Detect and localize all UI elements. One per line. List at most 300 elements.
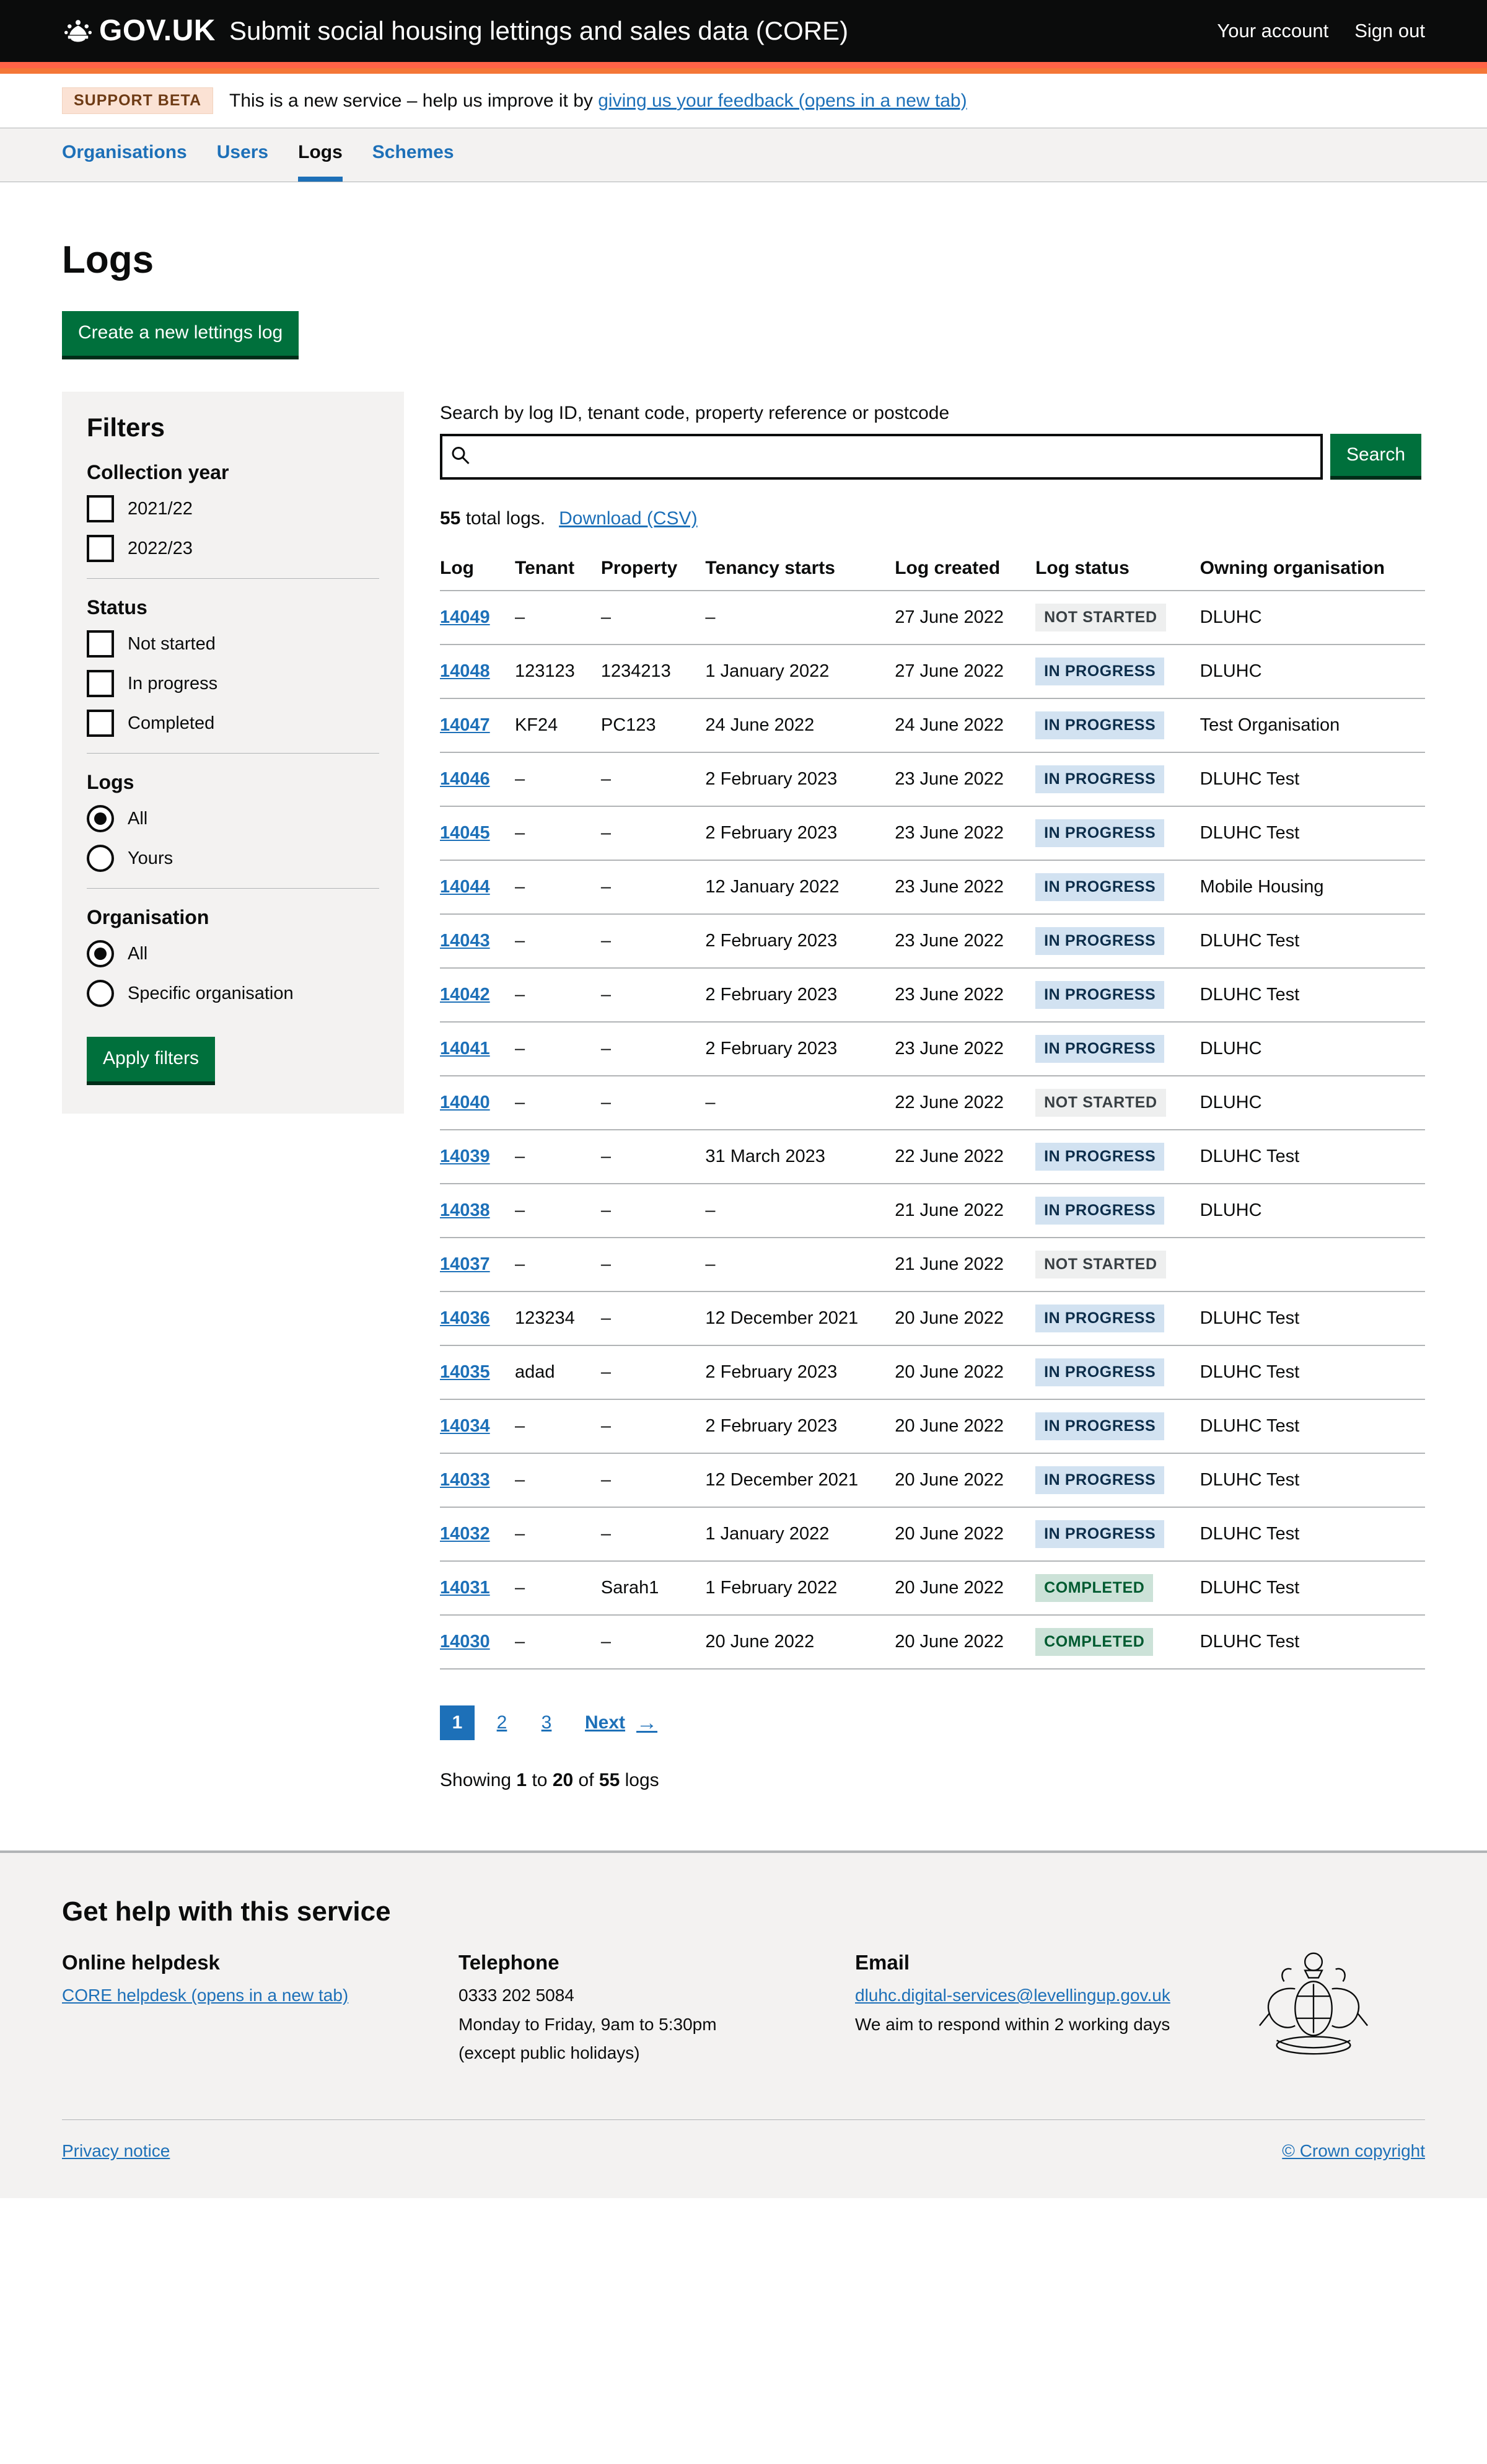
table-row bbox=[440, 1453, 1425, 1507]
footer-heading: Get help with this service bbox=[62, 1896, 391, 1927]
cell-log bbox=[440, 1076, 515, 1130]
filter-group-organisation bbox=[87, 906, 379, 1007]
log-id-link[interactable]: 14032 bbox=[440, 1524, 490, 1544]
log-id-link[interactable]: 14036 bbox=[440, 1308, 490, 1329]
cell-owning-organisation: DLUHC Test bbox=[1200, 1399, 1425, 1453]
cell-tenancy-starts: 1 January 2022 bbox=[705, 1507, 895, 1561]
cell-property: – bbox=[601, 1076, 706, 1130]
cell-log-status bbox=[1035, 698, 1200, 752]
log-id-link[interactable]: 14047 bbox=[440, 715, 490, 736]
showing-to: 20 bbox=[552, 1770, 574, 1791]
cell-log-status bbox=[1035, 1291, 1200, 1345]
filter-group-title-collection-year: Collection year bbox=[87, 461, 229, 484]
showing-of-word: of bbox=[578, 1770, 594, 1791]
cell-owning-organisation: DLUHC Test bbox=[1200, 1615, 1425, 1669]
status-badge: IN PROGRESS bbox=[1035, 711, 1164, 739]
cell-log-status bbox=[1035, 860, 1200, 914]
footer-column-title: Email bbox=[855, 1951, 910, 1974]
cell-tenant: – bbox=[515, 806, 601, 860]
cell-log-created: 23 June 2022 bbox=[895, 914, 1035, 968]
cell-log-status bbox=[1035, 1399, 1200, 1453]
apply-filters-button[interactable]: Apply filters bbox=[87, 1037, 215, 1085]
site-footer bbox=[0, 1850, 1487, 2198]
checkbox-box-icon[interactable] bbox=[87, 670, 114, 697]
email-link[interactable]: dluhc.digital-services@levellingup.gov.uk bbox=[855, 1986, 1170, 2005]
cell-tenancy-starts: 2 February 2023 bbox=[705, 752, 895, 806]
phase-banner-text bbox=[229, 90, 967, 112]
cell-owning-organisation: DLUHC bbox=[1200, 645, 1425, 698]
nav-item-organisations[interactable]: Organisations bbox=[62, 142, 187, 162]
log-id-link[interactable]: 14043 bbox=[440, 931, 490, 951]
log-id-link[interactable]: 14045 bbox=[440, 823, 490, 843]
column-header-log-status: Log status bbox=[1035, 547, 1200, 591]
core-helpdesk-link[interactable]: CORE helpdesk (opens in a new tab) bbox=[62, 1986, 349, 2005]
cell-tenancy-starts: – bbox=[705, 1238, 895, 1291]
cell-owning-organisation: DLUHC Test bbox=[1200, 1453, 1425, 1507]
status-badge: NOT STARTED bbox=[1035, 1251, 1166, 1278]
filter-group-status bbox=[87, 596, 379, 737]
cell-log bbox=[440, 1291, 515, 1345]
table-row bbox=[440, 806, 1425, 860]
cell-tenant: – bbox=[515, 1076, 601, 1130]
cell-log-created: 20 June 2022 bbox=[895, 1399, 1035, 1453]
cell-property: – bbox=[601, 860, 706, 914]
footer-column-telephone bbox=[458, 1951, 855, 2070]
log-id-link[interactable]: 14035 bbox=[440, 1362, 490, 1383]
cell-log-created: 24 June 2022 bbox=[895, 698, 1035, 752]
cell-log-created: 20 June 2022 bbox=[895, 1615, 1035, 1669]
showing-suffix: logs bbox=[625, 1770, 659, 1791]
filter-divider bbox=[87, 753, 379, 754]
cell-log-created: 20 June 2022 bbox=[895, 1507, 1035, 1561]
filter-group-collection-year bbox=[87, 461, 379, 562]
table-row bbox=[440, 1345, 1425, 1399]
cell-tenant: – bbox=[515, 968, 601, 1022]
cell-tenant: adad bbox=[515, 1345, 601, 1399]
radio-logs-yours[interactable] bbox=[87, 845, 379, 872]
table-row bbox=[440, 1076, 1425, 1130]
cell-log-created: 20 June 2022 bbox=[895, 1453, 1035, 1507]
checkbox-label: Completed bbox=[128, 713, 215, 733]
log-id-link[interactable]: 14034 bbox=[440, 1416, 490, 1437]
table-row bbox=[440, 591, 1425, 645]
cell-log bbox=[440, 968, 515, 1022]
cell-tenant: – bbox=[515, 860, 601, 914]
cell-owning-organisation: DLUHC Test bbox=[1200, 1345, 1425, 1399]
cell-log bbox=[440, 698, 515, 752]
status-badge: COMPLETED bbox=[1035, 1628, 1153, 1656]
nav-item-schemes[interactable]: Schemes bbox=[372, 142, 454, 162]
cell-tenant: – bbox=[515, 1022, 601, 1076]
feedback-link[interactable]: giving us your feedback (opens in a new tab) bbox=[598, 90, 967, 111]
cell-owning-organisation: Test Organisation bbox=[1200, 698, 1425, 752]
cell-tenancy-starts: – bbox=[705, 591, 895, 645]
filters-heading: Filters bbox=[87, 413, 165, 442]
cell-log-created: 20 June 2022 bbox=[895, 1561, 1035, 1615]
phase-banner bbox=[0, 74, 1487, 128]
cell-property: – bbox=[601, 1345, 706, 1399]
table-row bbox=[440, 1615, 1425, 1669]
checkbox-box-icon[interactable] bbox=[87, 710, 114, 737]
cell-log bbox=[440, 1453, 515, 1507]
pagination-next-label: Next bbox=[585, 1712, 626, 1733]
cell-log-created: 21 June 2022 bbox=[895, 1184, 1035, 1238]
table-row bbox=[440, 1184, 1425, 1238]
cell-property: 1234213 bbox=[601, 645, 706, 698]
status-badge: IN PROGRESS bbox=[1035, 1412, 1164, 1440]
cell-owning-organisation: DLUHC bbox=[1200, 1022, 1425, 1076]
cell-owning-organisation: DLUHC Test bbox=[1200, 1291, 1425, 1345]
cell-tenancy-starts: 31 March 2023 bbox=[705, 1130, 895, 1184]
cell-owning-organisation bbox=[1200, 1238, 1425, 1291]
cell-log bbox=[440, 1345, 515, 1399]
service-name: Submit social housing lettings and sales data (CORE) bbox=[229, 16, 849, 45]
cell-tenant: 123234 bbox=[515, 1291, 601, 1345]
total-logs-count: 55 bbox=[440, 508, 461, 529]
checkbox-box-icon[interactable] bbox=[87, 535, 114, 562]
cell-log-created: 23 June 2022 bbox=[895, 752, 1035, 806]
create-new-lettings-log-button[interactable]: Create a new lettings log bbox=[62, 311, 299, 359]
cell-log-created: 21 June 2022 bbox=[895, 1238, 1035, 1291]
radio-circle-icon[interactable] bbox=[87, 845, 114, 872]
cell-tenant: – bbox=[515, 1238, 601, 1291]
checkbox-box-icon[interactable] bbox=[87, 495, 114, 522]
telephone-number: 0333 202 5084 bbox=[458, 1986, 574, 2005]
cell-log-status bbox=[1035, 1076, 1200, 1130]
cell-property: Sarah1 bbox=[601, 1561, 706, 1615]
status-badge: IN PROGRESS bbox=[1035, 765, 1164, 793]
phase-tag: SUPPORT BETA bbox=[62, 87, 213, 114]
cell-log-created: 23 June 2022 bbox=[895, 806, 1035, 860]
cell-tenant: KF24 bbox=[515, 698, 601, 752]
cell-log-status bbox=[1035, 1507, 1200, 1561]
checkbox-box-icon[interactable] bbox=[87, 630, 114, 658]
telephone-hours: Monday to Friday, 9am to 5:30pm bbox=[458, 2014, 717, 2034]
table-row bbox=[440, 698, 1425, 752]
cell-tenancy-starts: – bbox=[705, 1076, 895, 1130]
table-header-row bbox=[440, 547, 1425, 591]
cell-tenancy-starts: 12 December 2021 bbox=[705, 1453, 895, 1507]
search-button[interactable]: Search bbox=[1330, 434, 1421, 480]
crown-copyright-link[interactable]: © Crown copyright bbox=[1282, 2141, 1425, 2160]
log-id-link[interactable]: 14048 bbox=[440, 661, 490, 682]
cell-log-status bbox=[1035, 1022, 1200, 1076]
log-id-link[interactable]: 14049 bbox=[440, 607, 490, 628]
cell-property: – bbox=[601, 1615, 706, 1669]
cell-property: – bbox=[601, 1238, 706, 1291]
cell-tenancy-starts: 20 June 2022 bbox=[705, 1615, 895, 1669]
cell-tenant: – bbox=[515, 1453, 601, 1507]
cell-log bbox=[440, 752, 515, 806]
cell-log-status bbox=[1035, 806, 1200, 860]
email-response-note: We aim to respond within 2 working days bbox=[855, 2014, 1170, 2034]
status-badge: IN PROGRESS bbox=[1035, 1035, 1164, 1063]
table-row bbox=[440, 914, 1425, 968]
table-row bbox=[440, 645, 1425, 698]
log-id-link[interactable]: 14044 bbox=[440, 877, 490, 897]
status-badge: NOT STARTED bbox=[1035, 1089, 1166, 1117]
cell-tenancy-starts: 24 June 2022 bbox=[705, 698, 895, 752]
log-id-link[interactable]: 14033 bbox=[440, 1470, 490, 1490]
cell-tenancy-starts: 2 February 2023 bbox=[705, 1022, 895, 1076]
phase-banner-message: This is a new service – help us improve it by bbox=[229, 90, 593, 111]
radio-circle-icon[interactable] bbox=[87, 805, 114, 832]
column-header-log-created: Log created bbox=[895, 547, 1035, 591]
cell-log-status bbox=[1035, 1453, 1200, 1507]
checkbox-status-completed[interactable] bbox=[87, 710, 379, 737]
status-badge: IN PROGRESS bbox=[1035, 1466, 1164, 1494]
cell-owning-organisation: DLUHC Test bbox=[1200, 1130, 1425, 1184]
checkbox-label: In progress bbox=[128, 673, 218, 693]
cell-property: – bbox=[601, 806, 706, 860]
radio-logs-all[interactable] bbox=[87, 805, 379, 832]
cell-property: – bbox=[601, 1507, 706, 1561]
column-header-tenant: Tenant bbox=[515, 547, 601, 591]
checkbox-collection-year-2021-22[interactable] bbox=[87, 495, 379, 522]
showing-total: 55 bbox=[599, 1770, 620, 1791]
cell-tenancy-starts: 2 February 2023 bbox=[705, 806, 895, 860]
cell-log-status bbox=[1035, 1130, 1200, 1184]
cell-property: – bbox=[601, 1130, 706, 1184]
column-header-property: Property bbox=[601, 547, 706, 591]
showing-summary bbox=[440, 1770, 1425, 1791]
nav-item-users[interactable]: Users bbox=[216, 142, 269, 162]
cell-tenancy-starts: 2 February 2023 bbox=[705, 914, 895, 968]
radio-label: All bbox=[128, 808, 148, 829]
filter-divider bbox=[87, 578, 379, 579]
cell-tenant: – bbox=[515, 1507, 601, 1561]
status-badge: IN PROGRESS bbox=[1035, 1197, 1164, 1225]
cell-owning-organisation: DLUHC Test bbox=[1200, 806, 1425, 860]
cell-log-status bbox=[1035, 1238, 1200, 1291]
govuk-logotype: GOV.UK bbox=[99, 14, 216, 47]
cell-tenancy-starts: 12 January 2022 bbox=[705, 860, 895, 914]
status-badge: IN PROGRESS bbox=[1035, 1305, 1164, 1332]
showing-prefix: Showing bbox=[440, 1770, 512, 1791]
cell-property: – bbox=[601, 968, 706, 1022]
radio-organisation-specific[interactable] bbox=[87, 980, 379, 1007]
cell-property: – bbox=[601, 752, 706, 806]
column-header-owning-organisation: Owning organisation bbox=[1200, 547, 1425, 591]
cell-owning-organisation: DLUHC Test bbox=[1200, 752, 1425, 806]
cell-log bbox=[440, 860, 515, 914]
cell-log-status bbox=[1035, 645, 1200, 698]
cell-log bbox=[440, 1399, 515, 1453]
results-panel bbox=[404, 392, 1425, 1791]
filter-group-logs bbox=[87, 771, 379, 872]
column-header-log: Log bbox=[440, 547, 515, 591]
footer-column-email bbox=[855, 1951, 1252, 2070]
cell-log bbox=[440, 914, 515, 968]
pagination-page-1[interactable]: 1 bbox=[440, 1705, 475, 1740]
cell-owning-organisation: DLUHC bbox=[1200, 1184, 1425, 1238]
status-badge: COMPLETED bbox=[1035, 1574, 1153, 1602]
table-row bbox=[440, 1130, 1425, 1184]
log-id-link[interactable]: 14041 bbox=[440, 1039, 490, 1059]
cell-log-status bbox=[1035, 1184, 1200, 1238]
arrow-right-icon: → bbox=[636, 1710, 658, 1735]
status-badge: IN PROGRESS bbox=[1035, 873, 1164, 901]
table-row bbox=[440, 1561, 1425, 1615]
filter-divider bbox=[87, 888, 379, 889]
page-title: Logs bbox=[62, 239, 154, 281]
table-row bbox=[440, 1507, 1425, 1561]
log-id-link[interactable]: 14042 bbox=[440, 985, 490, 1005]
cell-tenant: – bbox=[515, 1615, 601, 1669]
checkbox-status-not-started[interactable] bbox=[87, 630, 379, 658]
cell-tenant: – bbox=[515, 591, 601, 645]
checkbox-status-in-progress[interactable] bbox=[87, 670, 379, 697]
log-id-link[interactable]: 14040 bbox=[440, 1093, 490, 1113]
cell-property: – bbox=[601, 1453, 706, 1507]
cell-tenant: – bbox=[515, 1184, 601, 1238]
showing-to-word: to bbox=[532, 1770, 548, 1791]
showing-from: 1 bbox=[516, 1770, 527, 1791]
radio-label: All bbox=[128, 943, 148, 964]
cell-log bbox=[440, 1022, 515, 1076]
status-badge: IN PROGRESS bbox=[1035, 1143, 1164, 1171]
header-accent-bar bbox=[0, 68, 1487, 74]
cell-tenancy-starts: 2 February 2023 bbox=[705, 1399, 895, 1453]
cell-tenant: – bbox=[515, 914, 601, 968]
cell-property: – bbox=[601, 914, 706, 968]
status-badge: NOT STARTED bbox=[1035, 604, 1166, 631]
cell-log-created: 27 June 2022 bbox=[895, 591, 1035, 645]
cell-owning-organisation: DLUHC Test bbox=[1200, 914, 1425, 968]
your-account-link[interactable]: Your account bbox=[1217, 20, 1329, 42]
cell-tenant: 123123 bbox=[515, 645, 601, 698]
cell-log bbox=[440, 1561, 515, 1615]
filters-panel bbox=[62, 392, 404, 1114]
status-badge: IN PROGRESS bbox=[1035, 927, 1164, 955]
cell-tenant: – bbox=[515, 1130, 601, 1184]
filter-group-title-organisation: Organisation bbox=[87, 906, 209, 929]
cell-owning-organisation: DLUHC Test bbox=[1200, 1507, 1425, 1561]
cell-owning-organisation: DLUHC Test bbox=[1200, 1561, 1425, 1615]
privacy-notice-link[interactable]: Privacy notice bbox=[62, 2141, 170, 2160]
log-id-link[interactable]: 14031 bbox=[440, 1578, 490, 1598]
cell-tenant: – bbox=[515, 1399, 601, 1453]
radio-circle-icon[interactable] bbox=[87, 940, 114, 967]
cell-log-created: 23 June 2022 bbox=[895, 968, 1035, 1022]
cell-tenant: – bbox=[515, 1561, 601, 1615]
logs-table-body bbox=[440, 591, 1425, 1669]
cell-log-created: 22 June 2022 bbox=[895, 1076, 1035, 1130]
download-csv-link[interactable]: Download (CSV) bbox=[559, 508, 698, 529]
cell-log bbox=[440, 1238, 515, 1291]
status-badge: IN PROGRESS bbox=[1035, 1520, 1164, 1548]
cell-log-status bbox=[1035, 914, 1200, 968]
cell-owning-organisation: Mobile Housing bbox=[1200, 860, 1425, 914]
cell-log bbox=[440, 1615, 515, 1669]
cell-tenancy-starts: 12 December 2021 bbox=[705, 1291, 895, 1345]
log-id-link[interactable]: 14039 bbox=[440, 1146, 490, 1167]
table-row bbox=[440, 1399, 1425, 1453]
search-row bbox=[440, 434, 1425, 480]
cell-property: – bbox=[601, 1022, 706, 1076]
footer-column-title: Online helpdesk bbox=[62, 1951, 220, 1974]
search-input[interactable] bbox=[440, 434, 1323, 480]
cell-property: – bbox=[601, 591, 706, 645]
cell-property: – bbox=[601, 1184, 706, 1238]
status-badge: IN PROGRESS bbox=[1035, 819, 1164, 847]
pagination-page-3[interactable]: 3 bbox=[541, 1712, 552, 1733]
cell-log bbox=[440, 1130, 515, 1184]
cell-property: – bbox=[601, 1291, 706, 1345]
table-row bbox=[440, 860, 1425, 914]
logs-table bbox=[440, 547, 1425, 1670]
cell-log-created: 23 June 2022 bbox=[895, 1022, 1035, 1076]
pagination-page-2[interactable]: 2 bbox=[496, 1712, 507, 1733]
status-badge: IN PROGRESS bbox=[1035, 1358, 1164, 1386]
cell-log bbox=[440, 591, 515, 645]
table-row bbox=[440, 968, 1425, 1022]
cell-tenancy-starts: 2 February 2023 bbox=[705, 1345, 895, 1399]
log-id-link[interactable]: 14037 bbox=[440, 1254, 490, 1275]
nav-item-logs[interactable]: Logs bbox=[298, 128, 343, 182]
total-logs-text: total logs. bbox=[465, 508, 546, 529]
crown-icon bbox=[62, 19, 94, 43]
cell-log-created: 22 June 2022 bbox=[895, 1130, 1035, 1184]
cell-property: PC123 bbox=[601, 698, 706, 752]
search-label: Search by log ID, tenant code, property reference or postcode bbox=[440, 403, 950, 424]
cell-log-created: 20 June 2022 bbox=[895, 1291, 1035, 1345]
checkbox-label: Not started bbox=[128, 633, 216, 654]
table-row bbox=[440, 752, 1425, 806]
cell-owning-organisation: DLUHC Test bbox=[1200, 968, 1425, 1022]
telephone-holidays-note: (except public holidays) bbox=[458, 2043, 640, 2063]
checkbox-collection-year-2022-23[interactable] bbox=[87, 535, 379, 562]
log-id-link[interactable]: 14030 bbox=[440, 1632, 490, 1652]
filter-group-title-status: Status bbox=[87, 596, 147, 619]
checkbox-label: 2022/23 bbox=[128, 538, 193, 558]
cell-log-status bbox=[1035, 1345, 1200, 1399]
cell-owning-organisation: DLUHC bbox=[1200, 1076, 1425, 1130]
filter-group-title-logs: Logs bbox=[87, 771, 134, 794]
footer-column-title: Telephone bbox=[458, 1951, 559, 1974]
radio-label: Yours bbox=[128, 848, 173, 868]
cell-log-status bbox=[1035, 1561, 1200, 1615]
primary-navigation[interactable] bbox=[0, 128, 1487, 182]
cell-log-created: 20 June 2022 bbox=[895, 1345, 1035, 1399]
main-content bbox=[0, 239, 1487, 1791]
cell-tenancy-starts: 1 January 2022 bbox=[705, 645, 895, 698]
footer-column-online-helpdesk bbox=[62, 1951, 458, 2070]
cell-tenancy-starts: – bbox=[705, 1184, 895, 1238]
results-summary bbox=[440, 508, 1425, 529]
radio-organisation-all[interactable] bbox=[87, 940, 379, 967]
table-row bbox=[440, 1022, 1425, 1076]
cell-tenancy-starts: 2 February 2023 bbox=[705, 968, 895, 1022]
radio-circle-icon[interactable] bbox=[87, 980, 114, 1007]
cell-log-created: 27 June 2022 bbox=[895, 645, 1035, 698]
table-row bbox=[440, 1238, 1425, 1291]
cell-log-status bbox=[1035, 1615, 1200, 1669]
cell-log-status bbox=[1035, 591, 1200, 645]
cell-log-status bbox=[1035, 752, 1200, 806]
sign-out-link[interactable]: Sign out bbox=[1354, 20, 1425, 42]
log-id-link[interactable]: 14046 bbox=[440, 769, 490, 790]
checkbox-label: 2021/22 bbox=[128, 498, 193, 519]
pagination[interactable] bbox=[440, 1705, 1425, 1740]
cell-log-status bbox=[1035, 968, 1200, 1022]
cell-log bbox=[440, 1507, 515, 1561]
cell-log bbox=[440, 1184, 515, 1238]
cell-log-created: 23 June 2022 bbox=[895, 860, 1035, 914]
pagination-next-link[interactable] bbox=[585, 1711, 657, 1735]
log-id-link[interactable]: 14038 bbox=[440, 1200, 490, 1221]
royal-crest-icon bbox=[1239, 1945, 1388, 2066]
